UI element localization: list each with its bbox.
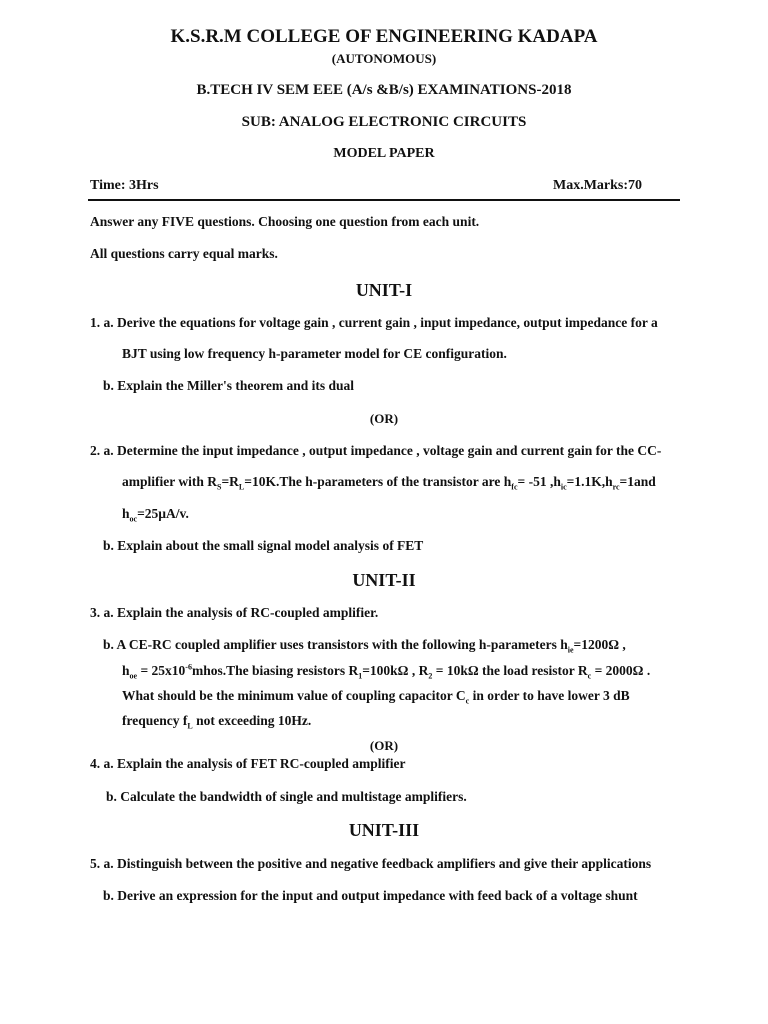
question-1a-line-1: 1. a. Derive the equations for voltage gain , current gain , input impedance, output impedance for a: [90, 315, 658, 330]
header-divider: [88, 199, 680, 201]
time-label: Time: 3Hrs: [90, 178, 159, 193]
question-3b-line-1: b. A CE-RC coupled amplifier uses transistors with the following h-parameters $h_{ie}=1200\Omega$ ,: [103, 637, 626, 655]
question-2b: b. Explain about the small signal model analysis of FET: [103, 538, 424, 553]
unit-3-title: UNIT-III: [348, 820, 420, 840]
instruction-line-2: All questions carry equal marks.: [90, 246, 278, 261]
question-3a: 3. a. Explain the analysis of RC-coupled amplifier.: [90, 605, 379, 620]
subject-title: SUB: ANALOG ELECTRONIC CIRCUITS: [241, 114, 527, 130]
question-5a: 5. a. Distinguish between the positive and negative feedback amplifiers and give their applications: [90, 856, 652, 871]
unit-2-title: UNIT-II: [352, 570, 416, 590]
question-3b-line-2: $h_{oe}$ = $25x10^{-6}mhos.The$ biasing resistors $R_1=100k\Omega$ , $R_2 = 10k\Omega$ the load resistor $R_c = 2000\Omega$ .: [122, 662, 651, 681]
question-2a-line-1: 2. a. Determine the input impedance , output impedance , voltage gain and current gain for the CC-: [90, 443, 662, 458]
college-title: K.S.R.M COLLEGE OF ENGINEERING KADAPA: [170, 26, 598, 47]
max-marks-label: Max.Marks:70: [553, 178, 643, 193]
instruction-line-1: Answer any FIVE questions. Choosing one question from each unit.: [90, 214, 480, 229]
unit-1-title: UNIT-I: [355, 280, 413, 300]
question-5b: b. Derive an expression for the input and output impedance with feed back of a voltage shunt: [103, 888, 638, 903]
or-separator-2: (OR): [369, 738, 399, 753]
or-separator-1: (OR): [369, 411, 399, 426]
question-1b: b. Explain the Miller's theorem and its dual: [103, 378, 355, 393]
exam-title: B.TECH IV SEM EEE (A/s &B/s) EXAMINATIONS-2018: [196, 82, 572, 98]
autonomous-label: (AUTONOMOUS): [331, 51, 437, 66]
question-2a-line-3: $h_{oc}=25\mu A/v$.: [122, 506, 189, 524]
question-4a: 4. a. Explain the analysis of FET RC-coupled amplifier: [90, 756, 406, 771]
question-3b-line-3: What should be the minimum value of coupling capacitor $C_c$ in order to have lower 3 dB: [122, 688, 630, 706]
question-3b-line-4: frequency $f_L$ not exceeding 10Hz.: [122, 713, 312, 731]
paper-type: MODEL PAPER: [333, 146, 435, 161]
question-1a-line-2: BJT using low frequency h-parameter model for CE configuration.: [122, 346, 507, 361]
question-4b: b. Calculate the bandwidth of single and multistage amplifiers.: [106, 789, 467, 804]
question-2a-line-2: amplifier with $R_S=R_L=10K.The$ h-parameters of the transistor are $h_{fc}= -51$ $,h_{ic}=1.1K,h_{rc}=1and$: [122, 474, 656, 492]
